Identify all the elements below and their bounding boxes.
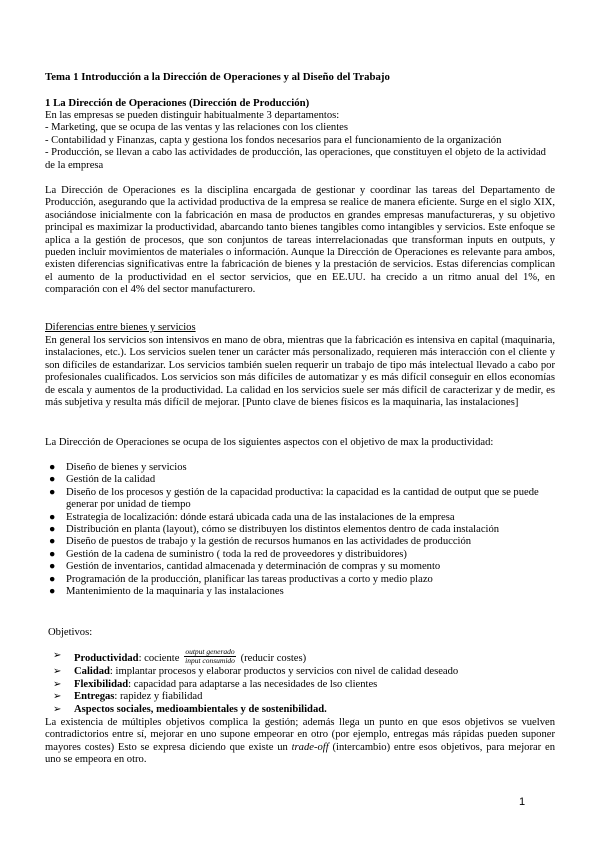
tradeoff-term: trade-off [291, 741, 329, 753]
list-item: ➢ Calidad: implantar procesos y elaborar productos y servicios con nivel de calidad deseado [53, 666, 459, 677]
paragraph-differences: En general los servicios son intensivos en mano de obra, mientras que la fabricación es intensiva en capital (maquinaria, instalaciones, etc.). Los servicios suelen tener un carácter más personalizado, requieren más interacción con el cliente y son difíciles de estandarizar. Los servicios también suelen requerir un trabajo de tipo más intelectual llevado a cabo por profesionales cualificados. Los servicios son más difíciles de automatizar y es más difícil conseguir en ellos economías de escala y aumentos de la productividad. La calidad en los servicios suele ser más difícil de caracterizar y de medir, es más subjetiva y resulta más difícil de mejorar. [Punto clave de bienes físicos es la maquinaria, las instalaciones] [45, 335, 555, 409]
list-item: ➢ Flexibilidad: capacidad para adaptarse a las necesidades de lso clientes [53, 678, 378, 690]
bullet-icon: ● [49, 561, 56, 573]
document-title: Tema 1 Introducción a la Dirección de Operaciones y al Diseño del Trabajo [45, 71, 390, 83]
list-item: ➢ Productividad: cociente $\frac{\text{output generado}}{\text{input consumido}}$ (reducir costes) [53, 647, 307, 665]
intro-line: - Producción, se llevan a cabo las actividades de producción, las operaciones, que constituyen el objeto de la actividad de la empresa [45, 147, 546, 171]
arrow-bullet-icon: ➢ [53, 703, 62, 715]
list-item: ● Mantenimiento de la maquinaria y las instalaciones [49, 586, 284, 598]
paragraph-tradeoff: La existencia de múltiples objetivos complica la gestión; además llega un punto en que esos objetivos se vuelven contradictorios entre sí, mejorar en uno supone empeorar en otro (por ejemplo, entregas más rápidas pueden suponer mayores costes) Esto se expresa diciendo que existe un trade-off (intercambio) entre esos objetivos, para mejorar en uno se empeora en otro. [45, 717, 555, 766]
bullet-icon: ● [49, 474, 56, 486]
productivity-fraction: $\frac{\text{output generado}}{\text{input consumido}}$ [185, 647, 235, 665]
bullet-icon: ● [49, 524, 56, 536]
list-item: ➢ Aspectos sociales, medioambientales y de sostenibilidad. [53, 703, 327, 715]
intro-line: - Marketing, que se ocupa de las ventas y las relaciones con los clientes [45, 122, 348, 134]
list-item: ➢ Entregas: rapidez y fiabilidad [53, 691, 203, 703]
objectives-label: Objetivos: [48, 627, 93, 638]
bullet-icon: ● [49, 486, 56, 498]
intro-line: En las empresas se pueden distinguir habitualmente 3 departamentos: [45, 110, 340, 121]
bullet-icon: ● [49, 573, 56, 585]
bullet-icon: ● [49, 536, 56, 548]
aspects-intro: La Dirección de Operaciones se ocupa de los siguientes aspectos con el objetivo de max la productividad: [45, 437, 494, 448]
list-item: ● Diseño de los procesos y gestión de la capacidad productiva: la capacidad es la cantidad de output que se puede generar por unidad de tiempo [49, 486, 539, 511]
arrow-bullet-icon: ➢ [53, 650, 62, 661]
list-item: ● Gestión de la calidad [49, 474, 156, 486]
subheading-differences: Diferencias entre bienes y servicios [45, 322, 196, 333]
list-item: ● Programación de la producción, planificar las tareas productivas a corto y medio plazo [49, 573, 433, 585]
arrow-bullet-icon: ➢ [53, 666, 62, 677]
list-item: ● Diseño de bienes y servicios [49, 462, 187, 473]
section-heading: 1 La Dirección de Operaciones (Dirección de Producción) [45, 97, 310, 109]
aspects-list [45, 462, 555, 598]
list-item: ● Estrategia de localización: dónde estará ubicada cada una de las instalaciones de la empresa [49, 511, 455, 523]
list-item: ● Gestión de la cadena de suministro ( toda la red de proveedores y distribuidores) [49, 548, 407, 560]
objectives-list [53, 648, 553, 716]
bullet-icon: ● [49, 586, 56, 598]
arrow-bullet-icon: ➢ [53, 691, 62, 703]
list-item: ● Diseño de puestos de trabajo y la gestión de recursos humanos en las actividades de producción [49, 536, 472, 548]
list-item: ● Gestión de inventarios, cantidad almacenada y determinación de compras y su momento [49, 561, 441, 573]
page-number: 1 [519, 796, 526, 808]
bullet-icon: ● [49, 511, 56, 523]
intro-list [45, 110, 555, 172]
bullet-icon: ● [49, 548, 56, 560]
paragraph-operations: La Dirección de Operaciones es la disciplina encargada de gestionar y coordinar las tareas del Departamento de Producción, asegurando que la actividad productiva de la empresa se realice de manera eficiente. Surge en el siglo XIX, asociándose inicialmente con la fabricación en masa de productos en grandes empresas manufactureras, y su objetivo principal es maximizar la productividad, abarcando tanto bienes tangibles como intangibles y servicios. Este enfoque se aplica a la gestión de procesos, que son conjuntos de tareas interrelacionadas que transforman inputs en outputs, y pueden incluir movimientos de materiales o información. Aunque la Dirección de Operaciones es relevante para ambos, existen diferencias significativas entre la fabricación de bienes y la prestación de servicios. Estas diferencias complican el aumento de la productividad en el sector servicios, que en EE.UU. ha crecido a un ritmo anual del 1%, en comparación con el 4% del sector manufacturero. [45, 185, 555, 296]
arrow-bullet-icon: ➢ [53, 678, 62, 690]
intro-line: - Contabilidad y Finanzas, capta y gestiona los fondos necesarios para el funcionamiento de la organización [45, 134, 502, 146]
list-item: ● Distribución en planta (layout), cómo se distribuyen los distintos elementos dentro de cada instalación [49, 524, 500, 536]
bullet-icon: ● [49, 462, 56, 473]
